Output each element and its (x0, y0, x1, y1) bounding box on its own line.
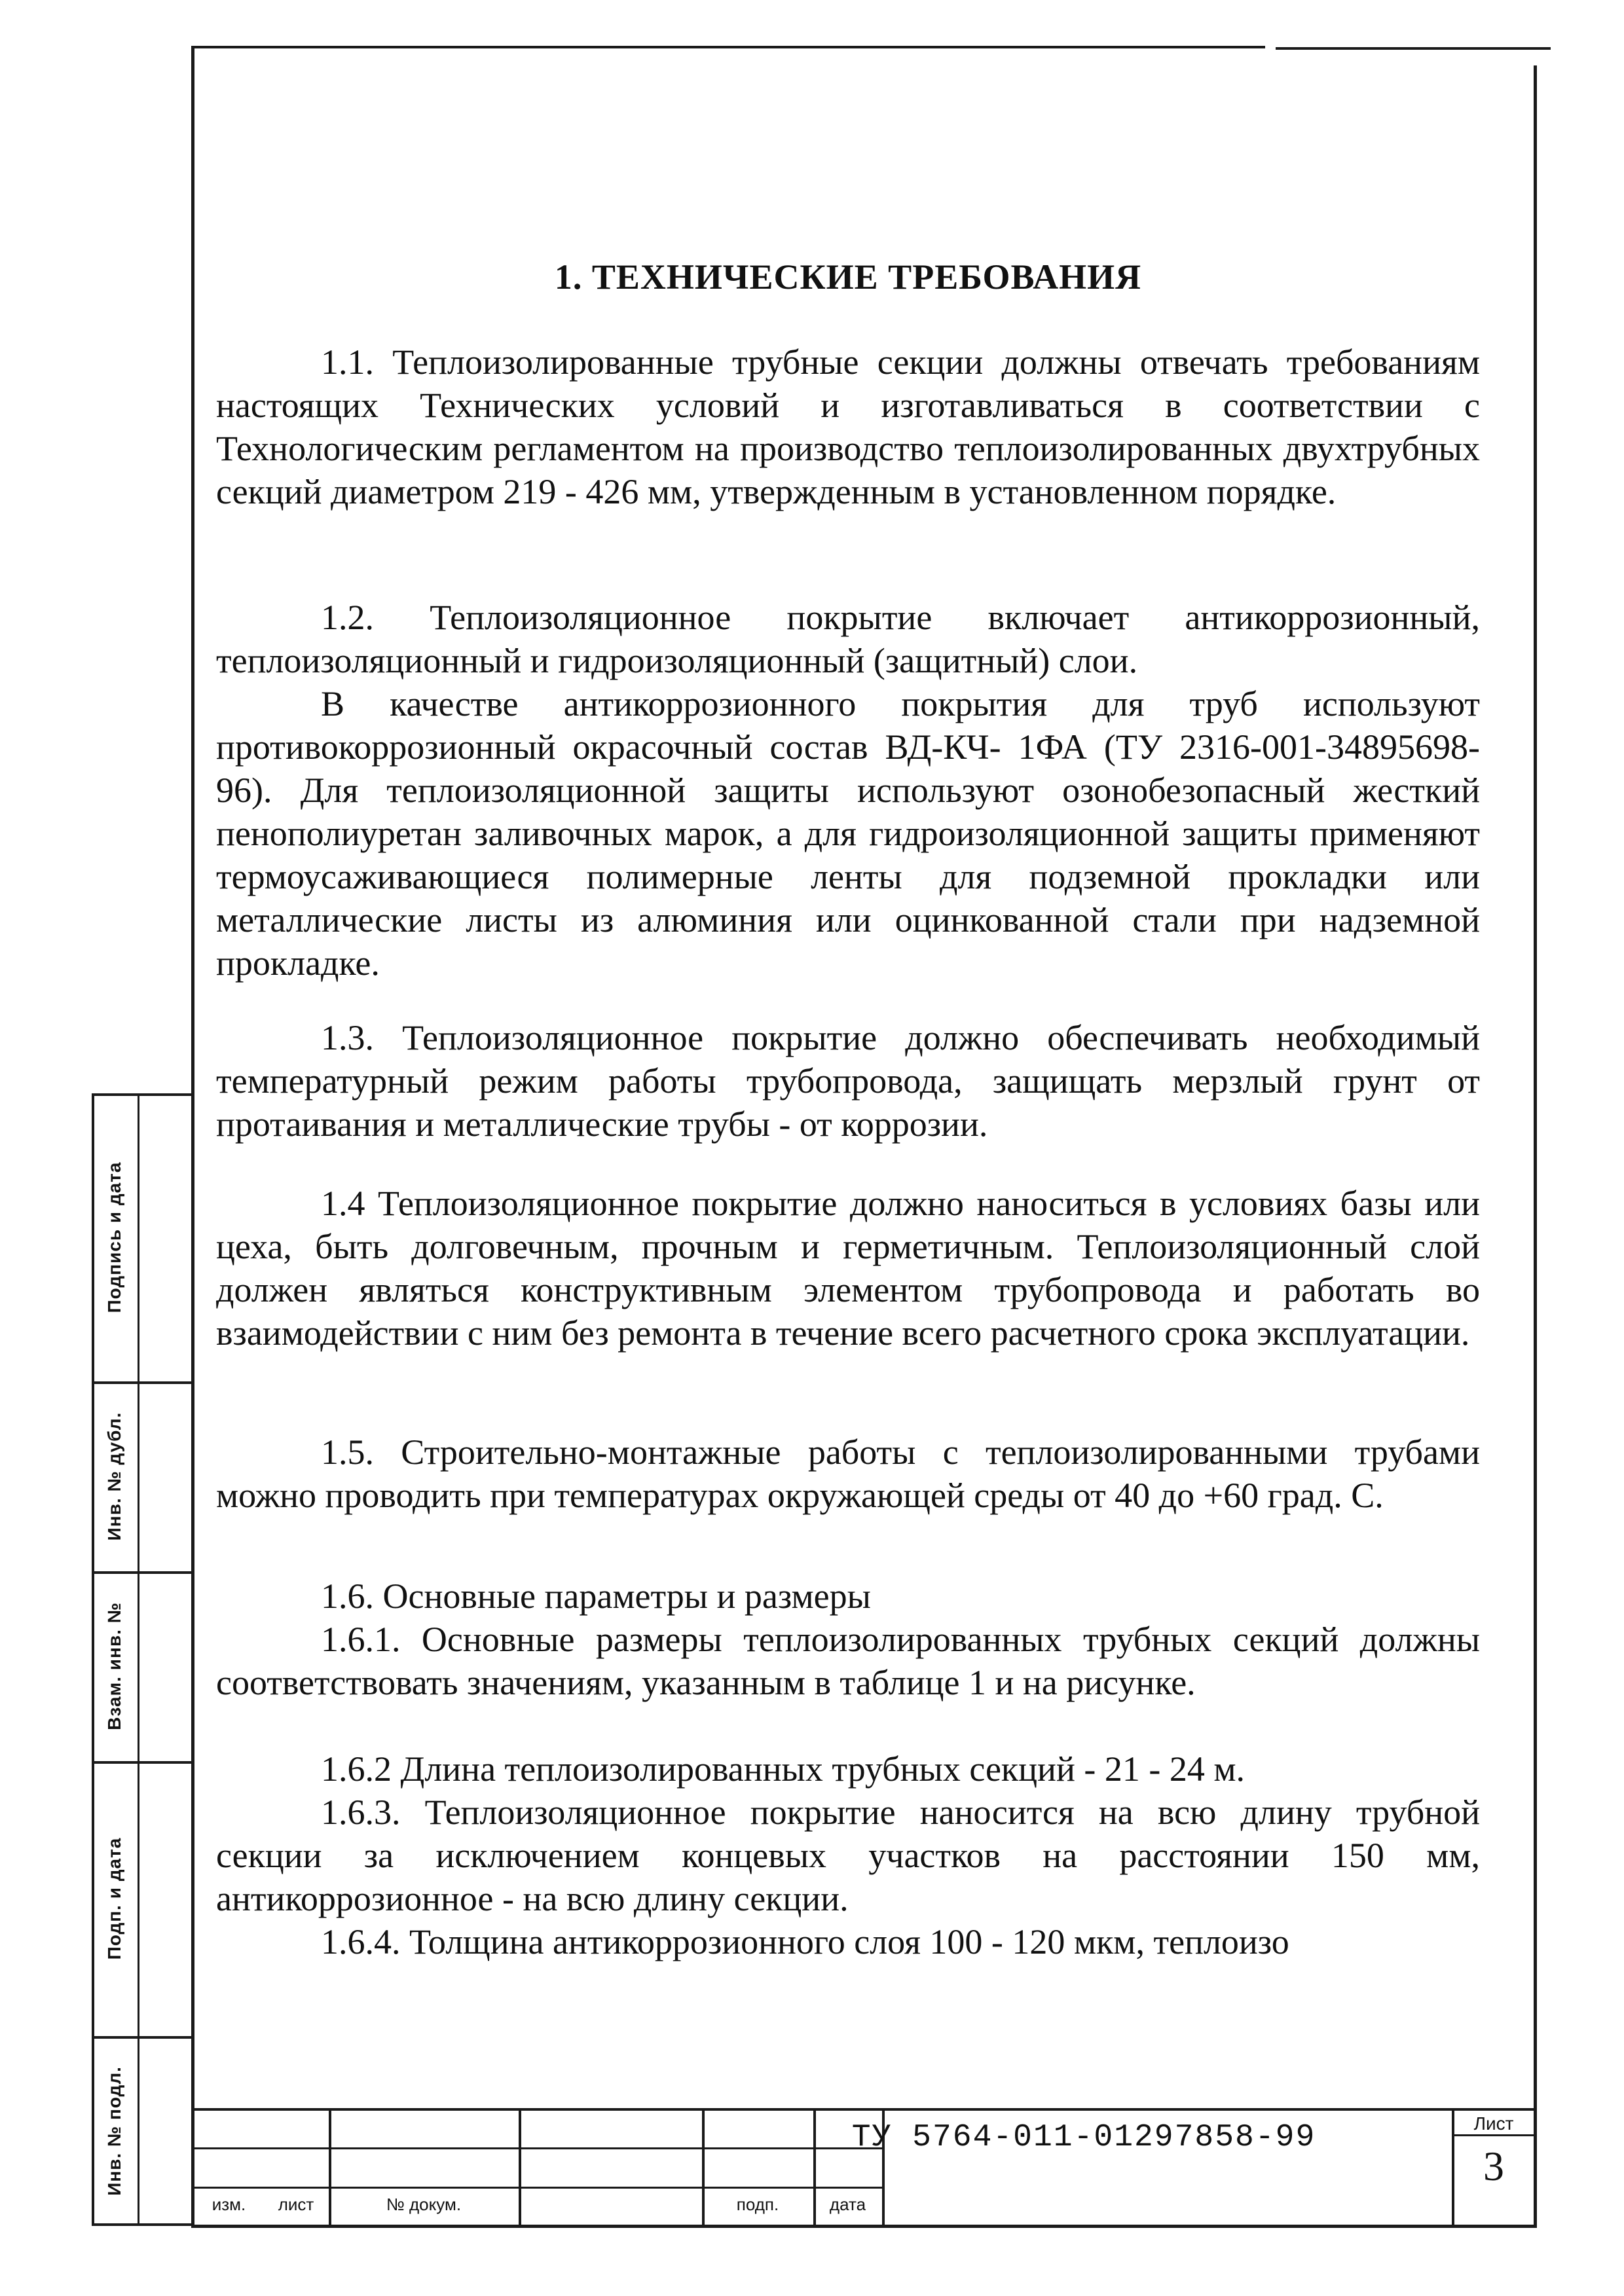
stamp-list-label: лист (278, 2195, 314, 2214)
stamp-column-line (519, 2108, 521, 2226)
side-strip-divider (92, 1571, 191, 1574)
paragraph-1-1: 1.1. Теплоизолированные трубные секции должны отвечать требованиям настоящих Технических условий и изготавливаться в соответствии с Технологическим регламентом на производство теплоизолированных двухтрубных секций диаметром 219 - 426 мм, утвержденным в установленном порядке. (216, 342, 1480, 511)
section-title: 1. ТЕХНИЧЕСКИЕ ТРЕБОВАНИЯ (554, 257, 1142, 297)
frame-right-border (1534, 65, 1537, 2226)
document-code: ТУ 5764-011-01297858-99 (851, 2120, 1316, 2155)
side-strip-divider-vertical (138, 1093, 139, 2226)
stamp-data-label: дата (829, 2195, 866, 2214)
paragraph-1-6-2: 1.6.2 Длина теплоизолированных трубных секций - 21 - 24 м. (321, 1749, 1245, 1789)
paragraph-1-2: 1.2. Теплоизоляционное покрытие включает антикоррозионный, теплоизоляционный и гидроизоляционный (защитный) слои. (216, 598, 1480, 680)
paragraph-1-6-3: 1.6.3. Теплоизоляционное покрытие наносится на всю длину трубной секции за исключением концевых участков на расстоянии 150 мм, антикоррозионное - на всю длину секции. (216, 1793, 1480, 1918)
stamp-row-line (191, 2187, 882, 2189)
stamp-row-line (191, 2147, 882, 2149)
paragraph-1-2-coating: В качестве антикоррозионного покрытия для труб используют противокоррозионный окрасочный состав ВД-КЧ- 1ФА (ТУ 2316-001-34895698-96). Для теплоизоляционной защиты используют озонобезопасный жесткий пенополиуретан заливочных марок, а для гидроизоляционной защиты применяют термоусаживающиеся полимерные ленты для подземной прокладки или металлические листы из алюминия или оцинкованной стали при надземной прокладке. (216, 684, 1480, 983)
frame-top-border (191, 46, 1265, 48)
stamp-izm-label: изм. (212, 2195, 246, 2214)
sheet-number: 3 (1483, 2143, 1504, 2189)
side-strip-divider (92, 2036, 191, 2039)
paragraph-1-6-4: 1.6.4. Толщина антикоррозионного слоя 100 - 120 мкм, теплоизо (321, 1922, 1289, 1961)
paragraph-1-4: 1.4 Теплоизоляционное покрытие должно наноситься в условиях базы или цеха, быть долговечным, прочным и герметичным. Теплоизоляционный слой должен являться конструктивным элементом трубопровода и работать во взаимодействии с ним без ремонта в течение всего расчетного срока эксплуатации. (216, 1184, 1480, 1353)
side-strip-divider (92, 1381, 191, 1384)
frame-top-border-right (1276, 47, 1551, 50)
paragraph-1-6: 1.6. Основные параметры и размеры (321, 1576, 871, 1616)
stamp-n-dokum-label: № докум. (386, 2195, 462, 2214)
stamp-podp-label: подп. (736, 2195, 779, 2214)
frame-left-border (191, 46, 194, 2226)
sheet-label: Лист (1473, 2113, 1514, 2134)
paragraph-1-3: 1.3. Теплоизоляционное покрытие должно обеспечивать необходимый температурный режим работы трубопровода, защищать мерзлый грунт от протаивания и металлические трубы - от коррозии. (216, 1018, 1480, 1144)
stamp-sheet-line (1452, 2134, 1537, 2136)
paragraph-1-6-1: 1.6.1. Основные размеры теплоизолированных трубных секций должны соответствовать значениям, указанным в таблице 1 и на рисунке. (216, 1620, 1480, 1702)
side-strip-divider (92, 1761, 191, 1764)
paragraph-1-5: 1.5. Строительно-монтажные работы с теплоизолированными трубами можно проводить при температурах окружающей среды от 40 до +60 град. С. (216, 1432, 1480, 1515)
stamp-top-line (191, 2108, 1537, 2111)
